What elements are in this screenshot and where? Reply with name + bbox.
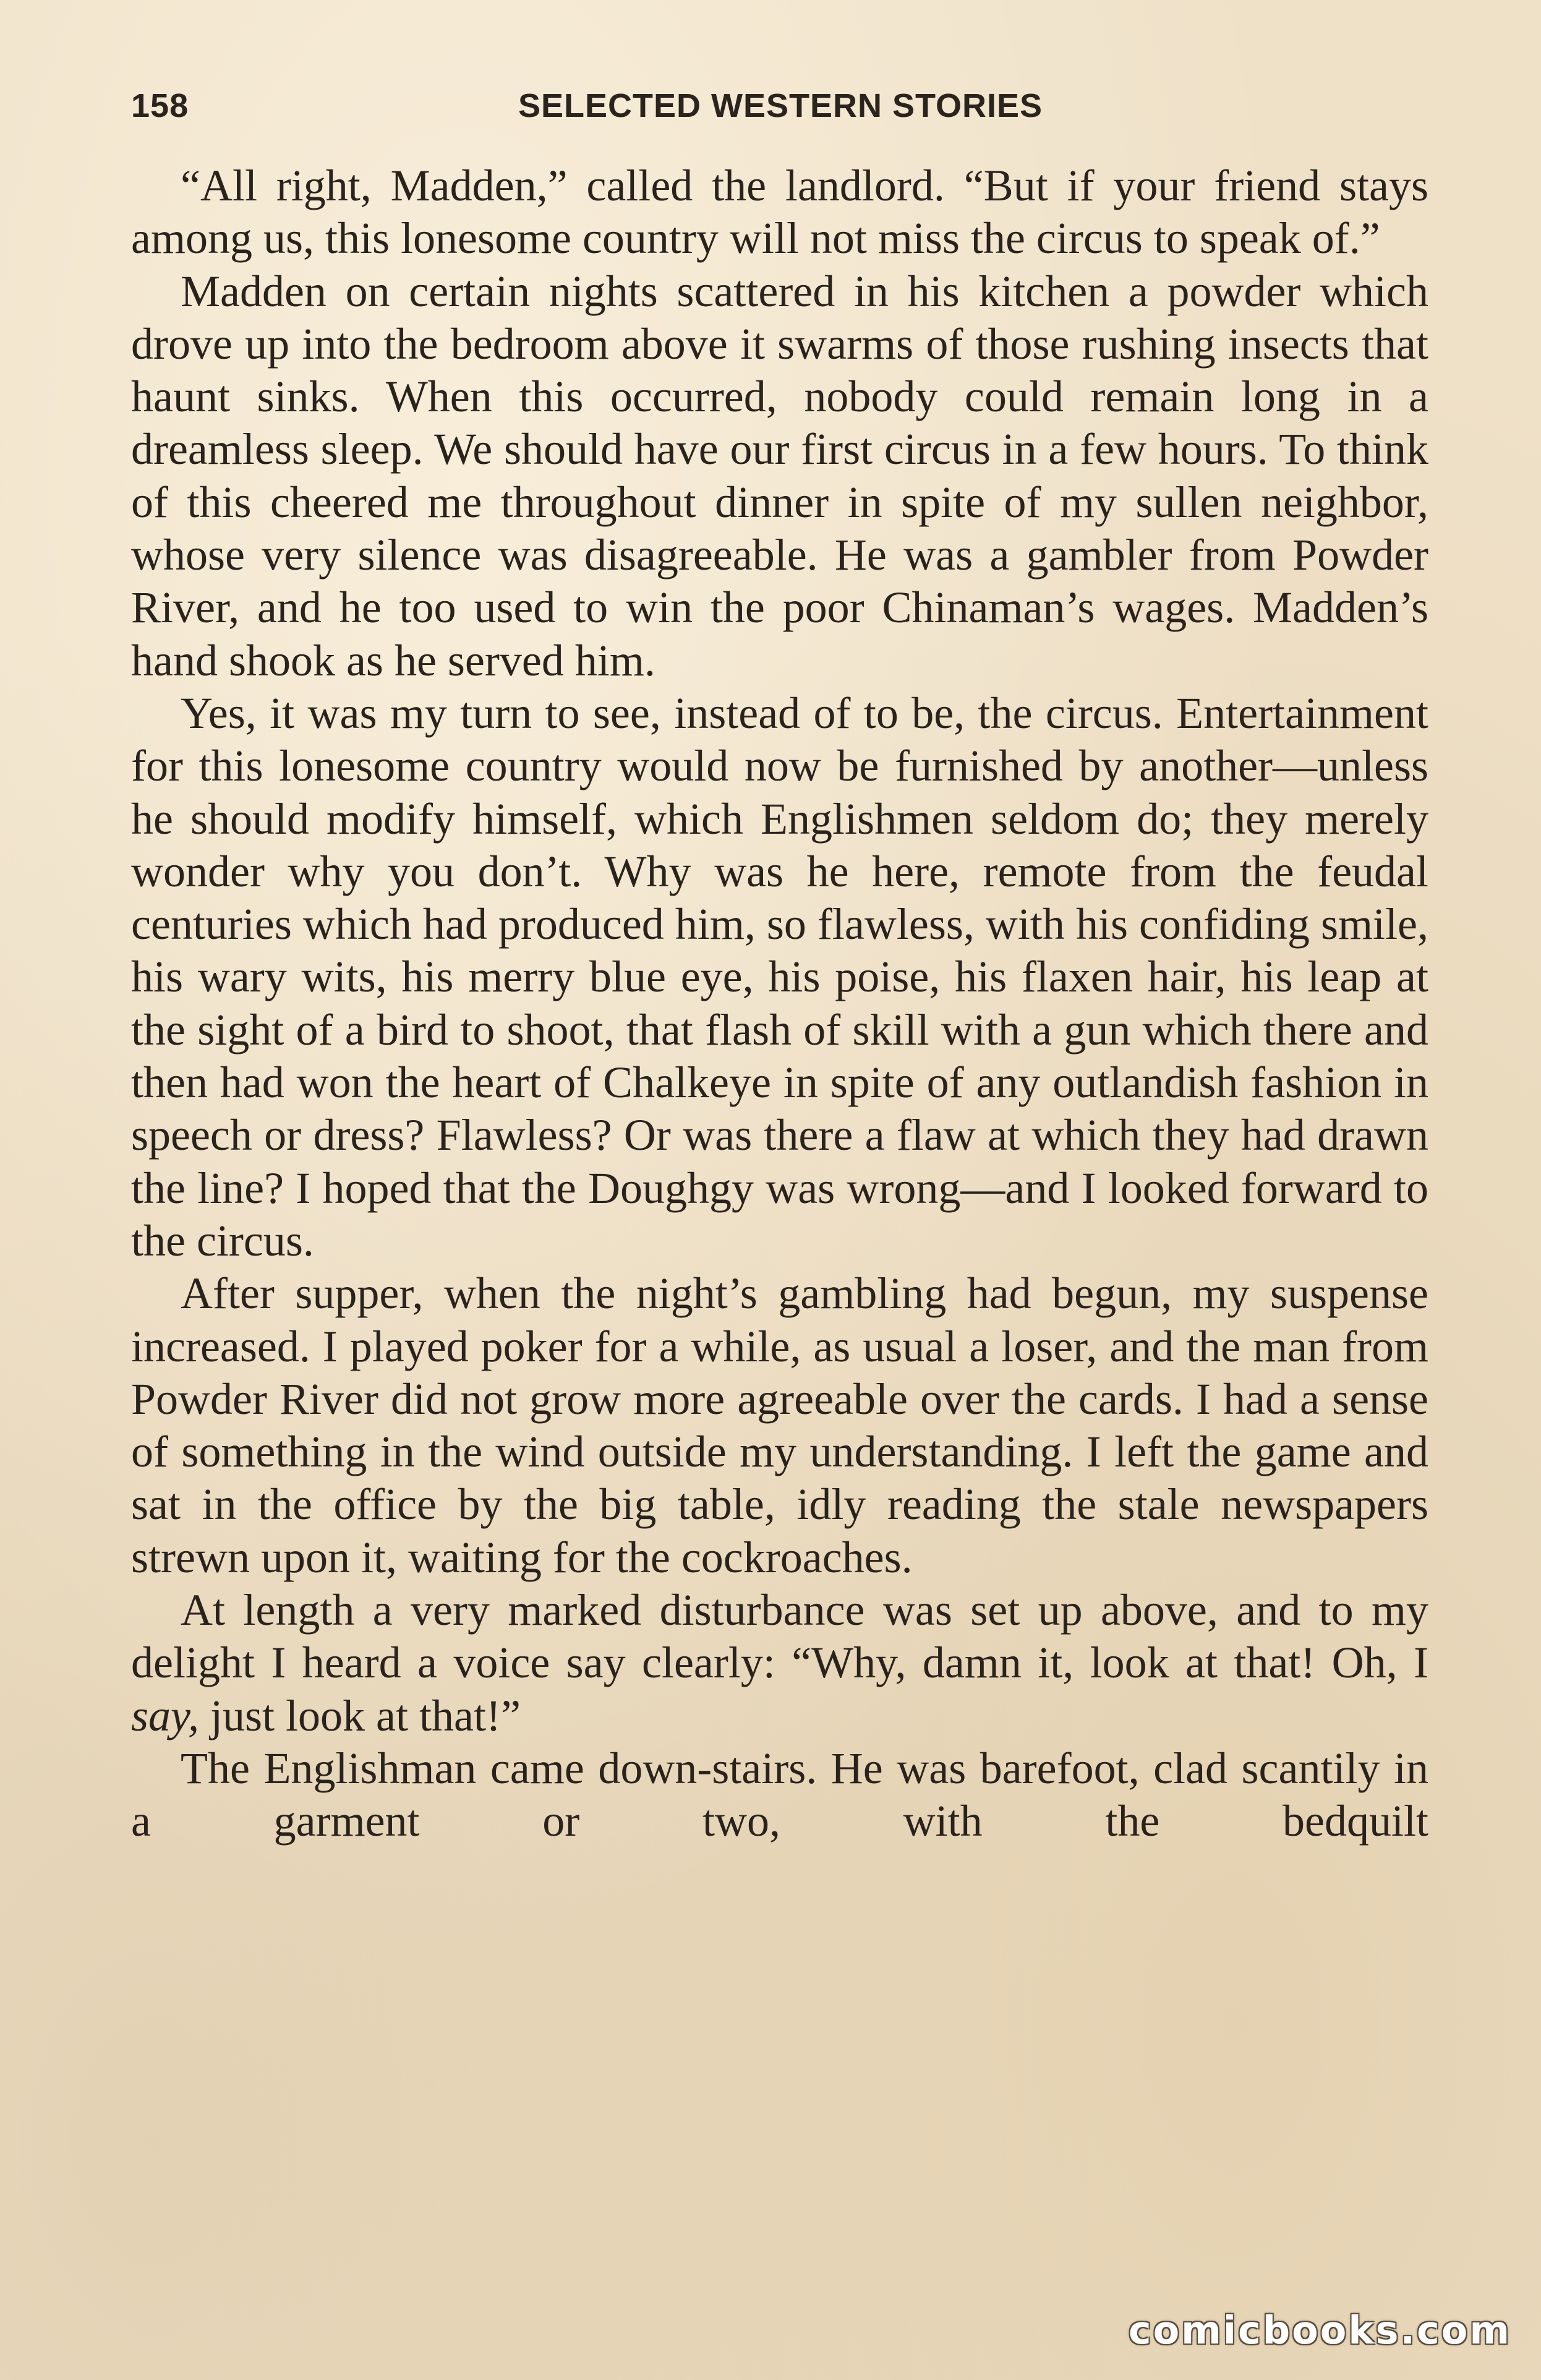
paragraph: After supper, when the night’s gambling had begun, my suspense increased. I played poker for a while, as usual a loser, and the man from Powder River did not grow more agreeable over the cards. I had a sense of something in the wind outside my understanding. I left the game and sat in the office by the big table, idly reading the stale newspapers strewn upon it, waiting for the cockroaches. (131, 1269, 1428, 1582)
paragraph: Yes, it was my turn to see, instead of to be, the circus. Entertainment for this lonesome country would now be furnished by another—unless he should modify himself, which Englishmen seldom do; they merely wonder why you don’t. Why was he here, remote from the feudal centuries which had produced him, so flawless, with his confiding smile, his wary wits, his merry blue eye, his poise, his flaxen hair, his leap at the sight of a bird to shoot, that flash of skill with a gun which there and then had won the heart of Chalkeye in spite of any outlandish fashion in speech or dress? Flawless? Or was there a flaw at which they had drawn the line? I hoped that the Doughgy was wrong—and I looked forward to the circus. (131, 688, 1428, 1265)
running-head: SELECTED WESTERN STORIES (518, 87, 1043, 124)
paragraph-text-after: just look at that!” (199, 1690, 521, 1740)
page-header (131, 87, 1430, 142)
paragraph-with-italic (131, 1584, 1428, 1742)
paragraph: Madden on certain nights scattered in his kitchen a powder which drove up into the bedroom above it swarms of those rushing insects that haunt sinks. When this occurred, nobody could remain long in a dreamless sleep. We should have our first circus in a few hours. To think of this cheered me throughout dinner in spite of my sullen neighbor, whose very silence was disagreeable. He was a gambler from Powder River, and he too used to win the poor Chinaman’s wages. Madden’s hand shook as he served him. (131, 266, 1428, 685)
italic-word: say, (131, 1690, 200, 1740)
paragraph: “All right, Madden,” called the landlord. “But if your friend stays among us, this lonesome country will not miss the circus to speak of.” (131, 161, 1428, 263)
watermark: comicbooks.com (1128, 2308, 1511, 2353)
page-number: 158 (131, 87, 189, 124)
paragraph: The Englishman came down-stairs. He was barefoot, clad scantily in a garment or two, with the bedquilt (131, 1743, 1428, 1846)
body-text (131, 160, 1428, 1848)
paragraph-text-before: At length a very marked disturbance was set up above, and to my delight I heard a voice say clearly: “Why, damn it, look at that! Oh, I (131, 1585, 1428, 1688)
